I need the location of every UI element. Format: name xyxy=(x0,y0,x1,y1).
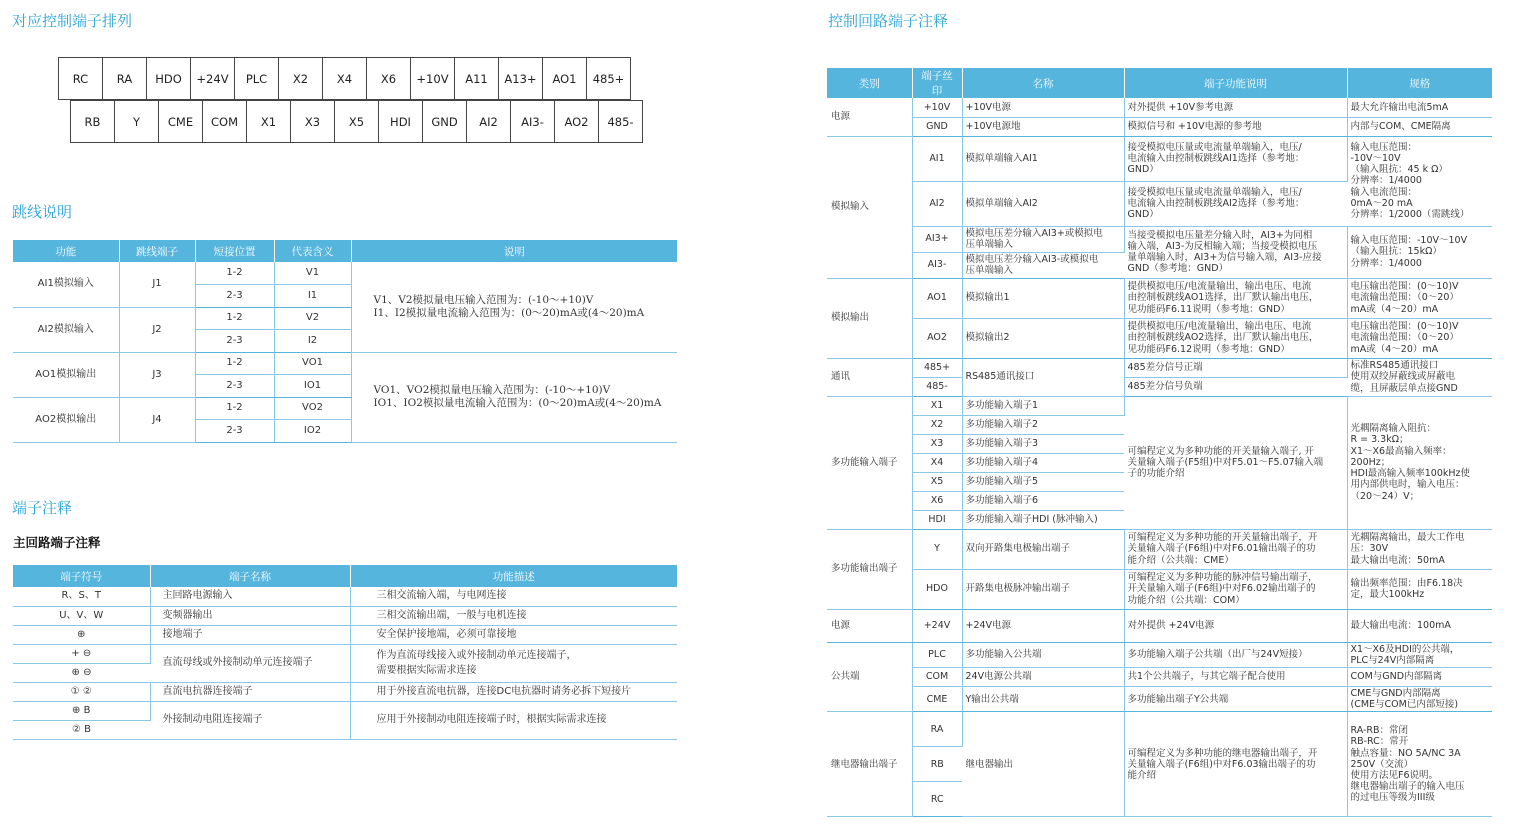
terminal-cell: RC xyxy=(58,57,103,100)
ctrl-category: 继电器输出端子 xyxy=(827,712,912,817)
jumper-mean: V2 xyxy=(274,307,351,330)
ctrl-func: 可编程定义为多种功能的脉冲信号输出端子， 开关量输入端子(F6组)中对F6.02输出端子的 功能介绍（公共端：COM） xyxy=(1124,569,1347,609)
terminal-cell: AI3- xyxy=(510,100,555,143)
main-name: 主回路电源输入 xyxy=(150,587,350,606)
main-circuit-title: 主回路端子注释 xyxy=(13,535,101,550)
terminal-cell: 485- xyxy=(598,100,643,143)
main-name: 直流电抗器连接端子 xyxy=(150,682,350,701)
terminal-cell: HDO xyxy=(146,57,191,100)
terminal-cell: +10V xyxy=(410,57,455,100)
jumper-pos: 2-3 xyxy=(195,375,274,398)
main-symbol: ① ② xyxy=(13,682,150,701)
ctrl-pin: +10V xyxy=(912,98,962,117)
terminal-cell: A11 xyxy=(454,57,499,100)
ctrl-header: 端子丝印 xyxy=(912,68,962,98)
terminal-cell: X5 xyxy=(334,100,379,143)
main-circuit-table xyxy=(13,565,677,740)
main-name: 直流母线或外接制动单元连接端子 xyxy=(150,644,350,682)
main-name: 接地端子 xyxy=(150,625,350,644)
ctrl-pin: CME xyxy=(912,686,962,711)
main-desc: 三相交流输入端，与电网连接 xyxy=(350,587,677,606)
ctrl-spec: 电压输出范围：(0～10)V 电流输出范围：（0～20） mA或（4～20）mA xyxy=(1347,278,1492,318)
ctrl-category: 模拟输出 xyxy=(827,278,912,358)
ctrl-name: 多功能输入端子HDI (脉冲输入) xyxy=(962,510,1124,529)
ctrl-pin: RA xyxy=(912,712,962,747)
ctrl-pin: PLC xyxy=(912,642,962,667)
ctrl-spec: 光耦隔离输出，最大工作电 压：30V 最大输出电流：50mA xyxy=(1347,529,1492,569)
ctrl-category: 多功能输入端子 xyxy=(827,396,912,529)
ctrl-spec: 输入电压范围： -10V～10V （输入阻抗：45 k Ω） 分辨率：1/4000 输入电流范围： 0mA～20 mA 分辨率：1/2000（需跳线） xyxy=(1347,136,1492,226)
terminal-cell: X2 xyxy=(278,57,323,100)
ctrl-func: 可编程定义为多种功能的继电器输出端子，开 关量输入端子(F6组)中对F6.03输出端子的功 能介绍 xyxy=(1124,712,1347,817)
ctrl-header: 规格 xyxy=(1347,68,1492,98)
ctrl-name: 多功能输入端子2 xyxy=(962,415,1124,434)
jumper-header: 说明 xyxy=(351,240,677,262)
terminal-cell: HDI xyxy=(378,100,423,143)
ctrl-category: 电源 xyxy=(827,98,912,136)
ctrl-func: 485差分信号正端 xyxy=(1124,358,1347,377)
terminal-cell: GND xyxy=(422,100,467,143)
jumper-title: 跳线说明 xyxy=(12,203,73,221)
main-desc: 用于外接直流电抗器，连接DC电抗器时请务必拆下短接片 xyxy=(350,682,677,701)
terminal-row-bottom xyxy=(71,100,643,143)
ctrl-spec: 最大允许输出电流5mA xyxy=(1347,98,1492,117)
jumper-term: J4 xyxy=(119,397,195,442)
ctrl-name: 模拟输出2 xyxy=(962,318,1124,358)
ctrl-pin: X1 xyxy=(912,396,962,415)
ctrl-pin: AO1 xyxy=(912,278,962,318)
ctrl-func: 接受模拟电压量或电流量单端输入，电压/ 电流输入由控制板跳线AI1选择（参考地： GND） xyxy=(1124,136,1347,181)
ctrl-pin: AI3- xyxy=(912,252,962,278)
jumper-term: J3 xyxy=(119,352,195,397)
terminal-cell: X4 xyxy=(322,57,367,100)
ctrl-pin: RB xyxy=(912,747,962,782)
main-symbol: ⊕ ⊖ xyxy=(13,663,150,682)
ctrl-spec: 内部与COM、CME隔离 xyxy=(1347,117,1492,136)
ctrl-func: 485差分信号负端 xyxy=(1124,377,1347,396)
ctrl-func: 提供模拟电压/电流量输出，输出电压、电流 由控制板跳线AO2选择，出厂默认输出电压， 见功能码F6.12说明（参考地：GND） xyxy=(1124,318,1347,358)
main-header: 端子名称 xyxy=(150,565,350,587)
ctrl-name: 模拟输出1 xyxy=(962,278,1124,318)
ctrl-name: 多功能输入端子4 xyxy=(962,453,1124,472)
terminal-cell: AI2 xyxy=(466,100,511,143)
ctrl-name: +10V电源 xyxy=(962,98,1124,117)
ctrl-header: 名称 xyxy=(962,68,1124,98)
jumper-header: 跳线端子 xyxy=(119,240,195,262)
jumper-note-ai: V1、V2模拟量电压输入范围为：(-10～+10)V I1、I2模拟量电流输入范围为：(0～20)mA或(4～20)mA xyxy=(351,262,677,352)
main-desc-line: 需要根据实际需求连接 xyxy=(376,665,477,676)
ctrl-pin: COM xyxy=(912,667,962,686)
terminal-cell: Y xyxy=(114,100,159,143)
ctrl-spec: 标准RS485通讯接口 使用双绞屏蔽线或屏蔽电 缆，且屏蔽层单点接GND xyxy=(1347,358,1492,396)
jumper-pos: 1-2 xyxy=(195,352,274,375)
jumper-pos: 2-3 xyxy=(195,285,274,308)
ctrl-pin: X5 xyxy=(912,472,962,491)
ctrl-spec: 最大输出电流：100mA xyxy=(1347,609,1492,642)
terminal-cell: PLC xyxy=(234,57,279,100)
main-desc: 应用于外接制动电阻连接端子时，根据实际需求连接 xyxy=(350,701,677,739)
jumper-func: AO1模拟输出 xyxy=(13,352,119,397)
ctrl-name: 24V电源公共端 xyxy=(962,667,1124,686)
main-header: 端子符号 xyxy=(13,565,150,587)
ctrl-spec: X1～X6及HDI的公共端， PLC与24V内部隔离 xyxy=(1347,642,1492,667)
jumper-mean: V1 xyxy=(274,262,351,285)
jumper-term: J2 xyxy=(119,307,195,352)
terminal-cell: CME xyxy=(158,100,203,143)
ctrl-spec: 输入电压范围：-10V～10V （输入阻抗：15kΩ） 分辨率：1/4000 xyxy=(1347,226,1492,278)
ctrl-name: 模拟单端输入AI2 xyxy=(962,181,1124,226)
ctrl-header: 类别 xyxy=(827,68,912,98)
terminal-cell: A13+ xyxy=(498,57,543,100)
ctrl-func: 对外提供 +10V参考电源 xyxy=(1124,98,1347,117)
jumper-pos: 2-3 xyxy=(195,420,274,443)
ctrl-name: 开路集电极脉冲输出端子 xyxy=(962,569,1124,609)
ctrl-pin: AI1 xyxy=(912,136,962,181)
terminal-cell: AO2 xyxy=(554,100,599,143)
terminal-cell: X1 xyxy=(246,100,291,143)
main-name: 外接制动电阻连接端子 xyxy=(150,701,350,739)
jumper-func: AI1模拟输入 xyxy=(13,262,119,307)
ctrl-func: 模拟信号和 +10V电源的参考地 xyxy=(1124,117,1347,136)
main-symbol: ⊕ B xyxy=(13,701,150,720)
ctrl-category: 多功能输出端子 xyxy=(827,529,912,609)
main-desc: 三相交流输出端，一般与电机连接 xyxy=(350,606,677,625)
ctrl-pin: AI3+ xyxy=(912,226,962,252)
ctrl-pin: 485- xyxy=(912,377,962,396)
ctrl-pin: AI2 xyxy=(912,181,962,226)
terminal-cell: +24V xyxy=(190,57,235,100)
ctrl-pin: X2 xyxy=(912,415,962,434)
main-header: 功能描述 xyxy=(350,565,677,587)
ctrl-pin: X6 xyxy=(912,491,962,510)
jumper-term: J1 xyxy=(119,262,195,307)
jumper-mean: I2 xyxy=(274,330,351,353)
terminal-cell: 485+ xyxy=(586,57,631,100)
terminal-cell: COM xyxy=(202,100,247,143)
jumper-header: 代表含义 xyxy=(274,240,351,262)
ctrl-name: 多功能输入端子6 xyxy=(962,491,1124,510)
ctrl-spec: CME与GND内部隔离 (CME与COM已内部短接) xyxy=(1347,686,1492,711)
jumper-mean: IO1 xyxy=(274,375,351,398)
terminal-cell: RB xyxy=(70,100,115,143)
ctrl-pin: GND xyxy=(912,117,962,136)
ctrl-category: 公共端 xyxy=(827,642,912,712)
ctrl-func: 当接受模拟电压量差分输入时，AI3+为同相 输入端，AI3-为反相输入端；当接受模拟电压 量单端输入时，AI3+为信号输入端，AI3-应接 GND（参考地：GND） xyxy=(1124,226,1347,278)
ctrl-spec: COM与GND内部隔离 xyxy=(1347,667,1492,686)
jumper-header: 短接位置 xyxy=(195,240,274,262)
ctrl-header: 端子功能说明 xyxy=(1124,68,1347,98)
ctrl-pin: 485+ xyxy=(912,358,962,377)
terminal-cell: X3 xyxy=(290,100,335,143)
ctrl-name: 多功能输入端子3 xyxy=(962,434,1124,453)
terminal-cell: X6 xyxy=(366,57,411,100)
ctrl-name: 多功能输入端子1 xyxy=(962,396,1124,415)
ctrl-func: 可编程定义为多种功能的开关量输出端子，开 关量输入端子(F6组)中对F6.01输出端子的功 能介绍（公共端：CME） xyxy=(1124,529,1347,569)
main-symbol: ⊕ xyxy=(13,625,150,644)
ctrl-spec: 光耦隔离输入阻抗： R = 3.3kΩ； X1～X6最高输入频率： 200Hz； HDI最高输入频率100kHz使 用内部供电时，输入电压： （20～24）V； xyxy=(1347,396,1492,529)
ctrl-pin: HDI xyxy=(912,510,962,529)
jumper-mean: VO2 xyxy=(274,397,351,420)
main-desc-line: 作为直流母线接入或外接制动单元连接端子， xyxy=(376,650,577,661)
jumper-func: AI2模拟输入 xyxy=(13,307,119,352)
ctrl-func: 提供模拟电压/电流量输出，输出电压、电流 由控制板跳线AO1选择，出厂默认输出电压， 见功能码F6.11说明（参考地：GND） xyxy=(1124,278,1347,318)
main-name: 变频器输出 xyxy=(150,606,350,625)
jumper-mean: IO2 xyxy=(274,420,351,443)
ctrl-name: 继电器输出 xyxy=(962,712,1124,817)
jumper-note-ao: VO1、VO2模拟量电压输入范围为：(-10～+10)V IO1、IO2模拟量电流输入范围为：(0～20)mA或(4～20)mA xyxy=(351,352,677,442)
ctrl-name: +24V电源 xyxy=(962,609,1124,642)
ctrl-pin: HDO xyxy=(912,569,962,609)
main-symbol: U、V、W xyxy=(13,606,150,625)
ctrl-name: 双向开路集电极输出端子 xyxy=(962,529,1124,569)
jumper-pos: 1-2 xyxy=(195,397,274,420)
ctrl-func: 多功能输入端子公共端（出厂与24V短接） xyxy=(1124,642,1347,667)
terminal-cell: RA xyxy=(102,57,147,100)
ctrl-name: 模拟单端输入AI1 xyxy=(962,136,1124,181)
control-circuit-table xyxy=(827,68,1492,817)
ctrl-pin: X3 xyxy=(912,434,962,453)
ctrl-name: +10V电源地 xyxy=(962,117,1124,136)
jumper-pos: 2-3 xyxy=(195,330,274,353)
jumper-mean: I1 xyxy=(274,285,351,308)
control-circuit-title: 控制回路端子注释 xyxy=(828,12,949,30)
ctrl-name: Y输出公共端 xyxy=(962,686,1124,711)
ctrl-pin: Y xyxy=(912,529,962,569)
main-symbol: R、S、T xyxy=(13,587,150,606)
ctrl-pin: RC xyxy=(912,782,962,817)
terminal-row-top xyxy=(59,57,631,100)
ctrl-name: RS485通讯接口 xyxy=(962,358,1124,396)
terminal-cell: AO1 xyxy=(542,57,587,100)
ctrl-name: 模拟电压差分输入AI3-或模拟电 压单端输入 xyxy=(962,252,1124,278)
jumper-func: AO2模拟输出 xyxy=(13,397,119,442)
ctrl-func: 对外提供 +24V电源 xyxy=(1124,609,1347,642)
ctrl-func: 共1个公共端子，与其它端子配合使用 xyxy=(1124,667,1347,686)
main-desc: 安全保护接地端，必须可靠接地 xyxy=(350,625,677,644)
jumper-pos: 1-2 xyxy=(195,262,274,285)
ctrl-spec: 输出频率范围：由F6.18决 定，最大100kHz xyxy=(1347,569,1492,609)
jumper-table xyxy=(13,240,677,443)
ctrl-category: 模拟输入 xyxy=(827,136,912,278)
jumper-pos: 1-2 xyxy=(195,307,274,330)
ctrl-name: 多功能输入公共端 xyxy=(962,642,1124,667)
ctrl-func: 多功能输出端子Y公共端 xyxy=(1124,686,1347,711)
ctrl-spec: 电压输出范围：(0～10)V 电流输出范围：（0～20） mA或（4～20）mA xyxy=(1347,318,1492,358)
ctrl-pin: +24V xyxy=(912,609,962,642)
main-symbol: ② B xyxy=(13,720,150,739)
ctrl-category: 电源 xyxy=(827,609,912,642)
ctrl-spec: RA-RB：常闭 RB-RC：常开 触点容量：NO 5A/NC 3A 250V（交流） 使用方法见F6说明。 继电器输出端子的输入电压 的过电压等级为III级 xyxy=(1347,712,1492,817)
ctrl-pin: AO2 xyxy=(912,318,962,358)
ctrl-name: 模拟电压差分输入AI3+或模拟电 压单端输入 xyxy=(962,226,1124,252)
ctrl-pin: X4 xyxy=(912,453,962,472)
ctrl-func: 可编程定义为多种功能的开关量输入端子, 开 关量输入端子(F5组)中对F5.01～F5.07输入端 子的功能介绍 xyxy=(1124,396,1347,529)
ctrl-func: 接受模拟电压量或电流量单端输入，电压/ 电流输入由控制板跳线AI2选择（参考地： GND） xyxy=(1124,181,1347,226)
arrangement-title: 对应控制端子排列 xyxy=(12,12,133,30)
jumper-header: 功能 xyxy=(13,240,119,262)
ctrl-name: 多功能输入端子5 xyxy=(962,472,1124,491)
terminal-notes-title: 端子注释 xyxy=(12,499,73,517)
main-symbol: + ⊖ xyxy=(13,644,150,663)
jumper-mean: VO1 xyxy=(274,352,351,375)
main-desc xyxy=(350,644,677,682)
ctrl-category: 通讯 xyxy=(827,358,912,396)
